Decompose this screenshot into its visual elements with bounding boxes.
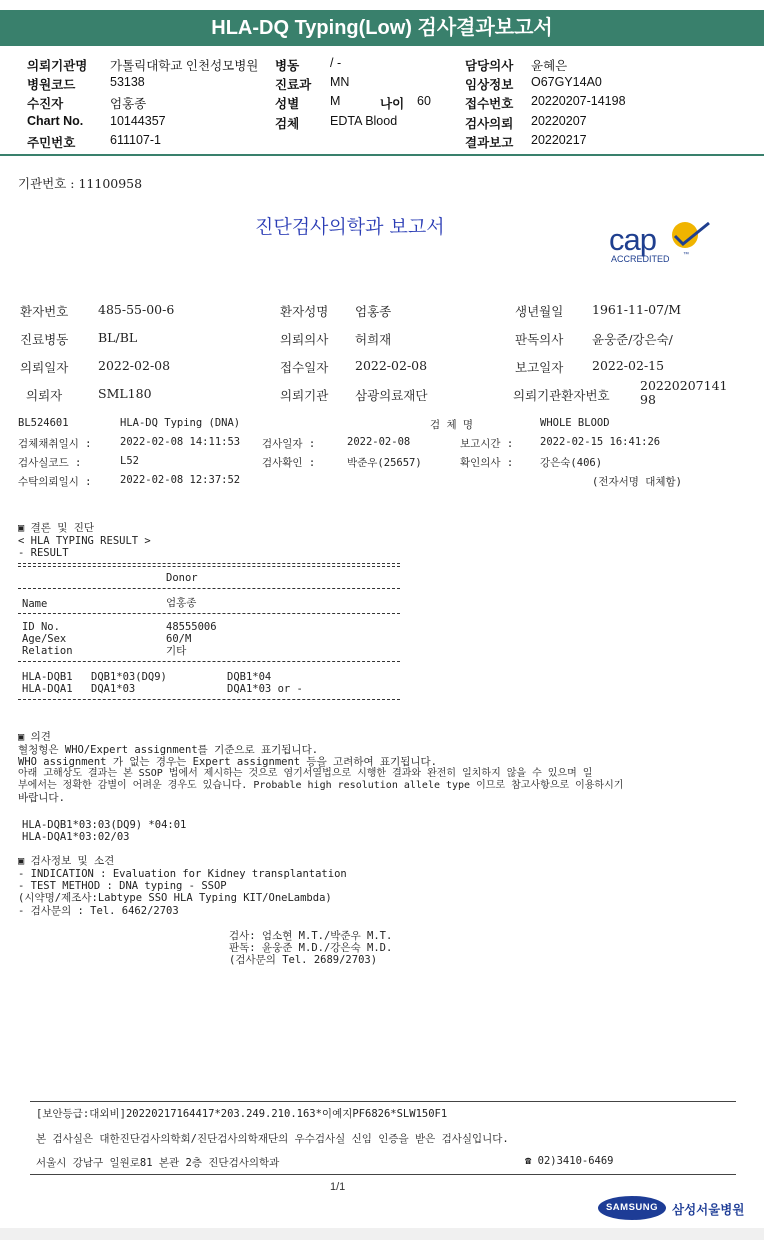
- footer-divider: [30, 1174, 736, 1175]
- patient-value: 2022-02-08: [355, 358, 428, 373]
- hla-allele-1: DQA1*03: [91, 683, 136, 695]
- test-value: 2022-02-08: [347, 436, 411, 448]
- id-label: Age/Sex: [22, 633, 67, 645]
- header-label: 담당의사: [465, 59, 514, 73]
- header-value: 611107-1: [110, 133, 161, 147]
- hla-allele-2: DQA1*03 or -: [227, 683, 303, 695]
- donor-name: 엄홍종: [166, 597, 197, 609]
- header-value: 엄홍종: [110, 97, 147, 111]
- section-title: ▣ 검사정보 및 소견: [18, 855, 115, 867]
- high-res-result: HLA-DQA1*03:02/03: [22, 831, 130, 843]
- exam-line: (시약명/제조사:Labtype SSO HLA Typing KIT/OneLambda): [18, 892, 332, 904]
- patient-label: 환자번호: [20, 304, 69, 319]
- hospital-name: 삼성서울병원: [672, 1202, 745, 1217]
- page-number: 1/1: [330, 1181, 346, 1193]
- exam-line: - 검사문의 : Tel. 6462/2703: [18, 905, 179, 917]
- header-label: 병원코드: [27, 78, 76, 92]
- header-label: 접수번호: [465, 97, 514, 111]
- header-value: 가톨릭대학교 인천성모병원: [110, 59, 259, 73]
- donor-header: Donor: [166, 572, 198, 584]
- patient-value: SML180: [98, 386, 152, 401]
- section-title: ▣ 결론 및 진단: [18, 522, 95, 534]
- patient-value: 2022-02-08: [98, 358, 171, 373]
- report-header-title: HLA-DQ Typing(Low) 검사결과보고서: [0, 10, 764, 46]
- header-label: 나이: [380, 97, 405, 111]
- patient-label: 의뢰자: [26, 388, 63, 403]
- header-value: 60: [417, 94, 431, 108]
- result-subtitle: < HLA TYPING RESULT >: [18, 535, 151, 547]
- patient-label: 판독의사: [515, 332, 564, 347]
- samsung-logo: [598, 1196, 666, 1220]
- test-label: 검체채취일시 :: [18, 438, 92, 450]
- header-value: O67GY14A0: [531, 75, 602, 89]
- id-label: Relation: [22, 645, 73, 657]
- header-label: Chart No.: [27, 114, 84, 128]
- test-value: 강은숙(406): [540, 457, 603, 469]
- id-value: 기타: [166, 645, 187, 657]
- header-label: 검사의뢰: [465, 117, 514, 131]
- id-value: 48555006: [166, 621, 217, 633]
- opinion-line: 혈청형은 WHO/Expert assignment를 기준으로 표기됩니다.: [18, 744, 319, 756]
- institution-number: 기관번호 : 11100958: [18, 176, 143, 191]
- dash-divider: [18, 588, 400, 589]
- header-label: 임상정보: [465, 78, 514, 92]
- header-value: 20220207: [531, 114, 587, 128]
- header-value: M: [330, 94, 341, 108]
- header-value: MN: [330, 75, 350, 89]
- patient-label: 보고일자: [515, 360, 564, 375]
- test-label: 검사실코드 :: [18, 457, 82, 469]
- hla-allele-1: DQB1*03(DQ9): [91, 671, 167, 683]
- cap-logo-subtitle: ACCREDITED: [611, 254, 670, 264]
- test-label: 수탁의뢰일시 :: [18, 476, 92, 488]
- opinion-line: 바랍니다.: [18, 792, 65, 804]
- address-text: 서울시 강남구 일원로81 본관 2층 진단검사의학과: [36, 1157, 280, 1169]
- patient-label: 환자성명: [280, 304, 329, 319]
- id-label: ID No.: [22, 621, 60, 633]
- test-label: 확인의사 :: [460, 457, 514, 469]
- test-label: 보고시간 :: [460, 438, 514, 450]
- patient-label: 의뢰의사: [280, 332, 329, 347]
- samsung-logo-text: SAMSUNG: [605, 1202, 659, 1213]
- hla-allele-2: DQB1*04: [227, 671, 272, 683]
- header-label: 주민번호: [27, 136, 76, 150]
- test-value: 2022-02-08 14:11:53: [120, 436, 241, 448]
- specimen-value: WHOLE BLOOD: [540, 417, 610, 429]
- test-code: BL524601: [18, 417, 69, 429]
- header-label: 의뢰기관명: [27, 59, 88, 73]
- patient-value: 2022020714198: [640, 378, 728, 407]
- opinion-line: WHO assignment 가 없는 경우는 Expert assignment 등을 고려하여 표기됩니다.: [18, 756, 437, 768]
- opinion-line: 아래 고해상도 결과는 본 SSOP 법에서 제시하는 것으로 염기서열법으로 시행한 결과와 완전히 일치하지 않을 수 있으며 일: [18, 768, 593, 779]
- header-label: 검체: [275, 117, 300, 131]
- patient-value: 485-55-00-6: [98, 302, 175, 317]
- test-value: L52: [120, 455, 139, 467]
- header-value: / -: [330, 56, 342, 70]
- patient-label: 의뢰일자: [20, 360, 69, 375]
- header-label: 결과보고: [465, 136, 514, 150]
- patient-value: BL/BL: [98, 330, 138, 345]
- footer-divider: [30, 1101, 736, 1102]
- header-divider: [0, 154, 764, 156]
- patient-label: 의뢰기관환자번호: [513, 388, 610, 403]
- test-label: 검사확인 :: [262, 457, 316, 469]
- signature-line: 검사: 엄소현 M.T./박준우 M.T.: [229, 930, 393, 942]
- header-label: 수진자: [27, 97, 64, 111]
- patient-value: 삼광의료재단: [355, 388, 428, 403]
- header-value: 윤혜은: [531, 59, 568, 73]
- patient-value: 허희재: [355, 332, 392, 347]
- test-label: 검사일자 :: [262, 438, 316, 450]
- cap-checkmark-icon: [667, 220, 711, 250]
- bottom-margin: [0, 1228, 764, 1240]
- header-value: 10144357: [110, 114, 166, 128]
- exam-line: - INDICATION : Evaluation for Kidney transplantation: [18, 868, 347, 880]
- high-res-result: HLA-DQB1*03:03(DQ9) *04:01: [22, 819, 187, 831]
- dash-divider: [18, 661, 400, 662]
- dash-divider: [18, 699, 400, 700]
- test-name: HLA-DQ Typing (DNA): [120, 417, 241, 429]
- dash-divider: [18, 563, 400, 564]
- dash-divider: [18, 566, 400, 567]
- header-value: 53138: [110, 75, 145, 89]
- opinion-line: 부에서는 정확한 감별이 어려운 경우도 있습니다. Probable high resolution allele type 이므로 참고사항으로 이용하시기: [18, 780, 624, 791]
- header-label: 성별: [275, 97, 300, 111]
- signature-line: (검사문의 Tel. 2689/2703): [229, 954, 378, 966]
- hla-locus: HLA-DQA1: [22, 683, 73, 695]
- test-value: 박준우(25657): [347, 457, 422, 469]
- dash-divider: [18, 613, 400, 614]
- exam-line: - TEST METHOD : DNA typing - SSOP: [18, 880, 227, 892]
- section-title: ▣ 의견: [18, 731, 51, 743]
- report-title: 진단검사의학과 보고서: [255, 216, 445, 238]
- test-value: 2022-02-08 12:37:52: [120, 474, 241, 486]
- patient-label: 접수일자: [280, 360, 329, 375]
- patient-value: 2022-02-15: [592, 358, 665, 373]
- signature-line: 판독: 윤웅준 M.D./강은숙 M.D.: [229, 942, 393, 954]
- certification-text: 본 검사실은 대한진단검사의학회/진단검사의학재단의 우수검사실 신임 인증을 받은 검사실입니다.: [36, 1133, 509, 1145]
- cap-logo-text: cap: [609, 222, 656, 257]
- header-value: 20220207-14198: [531, 94, 626, 108]
- header-value: EDTA Blood: [330, 114, 398, 128]
- patient-label: 의뢰기관: [280, 388, 329, 403]
- e-signature-note: (전자서명 대체함): [592, 476, 682, 488]
- cap-accredited-logo: [607, 220, 717, 268]
- cap-logo-trademark: ™: [683, 252, 689, 258]
- phone-number: ☎ 02)3410-6469: [525, 1155, 614, 1167]
- header-label: 병동: [275, 59, 300, 73]
- patient-value: 엄홍종: [355, 304, 392, 319]
- patient-label: 생년월일: [515, 304, 564, 319]
- name-label: Name: [22, 598, 48, 610]
- security-line: [보안등급:대외비]20220217164417*203.249.210.163*이예지PF6826*SLW150F1: [36, 1108, 448, 1120]
- specimen-label: 검 체 명: [430, 419, 474, 431]
- result-label: - RESULT: [18, 547, 69, 559]
- header-value: 20220217: [531, 133, 587, 147]
- hla-locus: HLA-DQB1: [22, 671, 73, 683]
- id-value: 60/M: [166, 633, 192, 645]
- patient-label: 진료병동: [20, 332, 69, 347]
- header-label: 진료과: [275, 78, 312, 92]
- patient-value: 1961-11-07/M: [592, 302, 682, 317]
- patient-value: 윤웅준/강은숙/: [592, 332, 673, 347]
- test-value: 2022-02-15 16:41:26: [540, 436, 661, 448]
